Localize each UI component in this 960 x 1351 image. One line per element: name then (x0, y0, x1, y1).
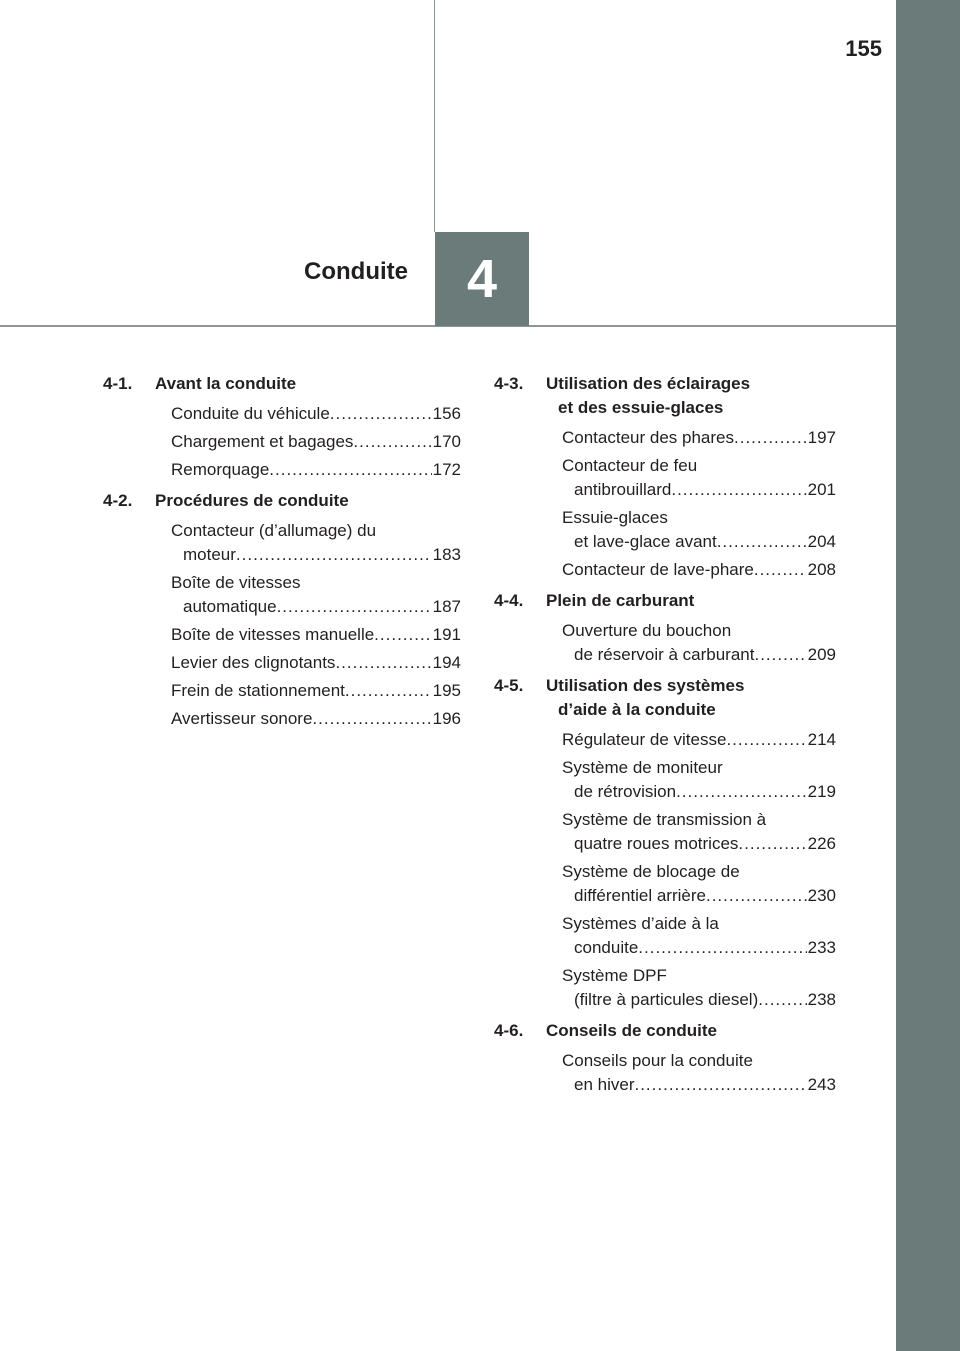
entry-line (562, 1073, 836, 1097)
entry-line (562, 426, 836, 450)
chapter-title: Conduite (304, 258, 408, 285)
toc-entry (494, 506, 836, 554)
entry-page-number: 201 (807, 480, 836, 499)
vertical-rule (434, 0, 435, 232)
section-title: Plein de carburant (546, 591, 695, 610)
entry-title: Frein de stationnement (171, 681, 345, 700)
entry-title-line: Contacteur de feu (562, 456, 698, 475)
toc-section-heading (494, 589, 836, 613)
entry-title: conduite (574, 938, 639, 957)
entry-page-number: 170 (432, 432, 461, 451)
entry-line (562, 530, 836, 554)
entry-page-number: 233 (807, 938, 836, 957)
dot-leader (758, 988, 806, 1012)
entry-title-line: Conseils pour la conduite (562, 1051, 753, 1070)
entry-line (171, 458, 461, 482)
entry-title: de réservoir à carburant (574, 645, 755, 664)
entry-line (171, 651, 461, 675)
entry-page-number: 195 (432, 681, 461, 700)
toc-section-heading (494, 674, 836, 722)
entry-line (562, 780, 836, 804)
entry-title-line: Système de moniteur (562, 758, 723, 777)
dot-leader (717, 530, 807, 554)
toc-entry (103, 571, 461, 619)
dot-leader (345, 679, 432, 703)
toc-column-left (103, 372, 461, 731)
entry-line (562, 988, 836, 1012)
toc-entry (103, 707, 461, 731)
entry-title: Avertisseur sonore (171, 709, 313, 728)
entry-line (171, 707, 461, 731)
entry-title: automatique (183, 597, 277, 616)
section-number: 4-6. (494, 1021, 524, 1040)
toc-entry (103, 519, 461, 567)
entry-title: et lave-glace avant (574, 532, 717, 551)
chapter-side-tab (896, 0, 960, 1351)
dot-leader (754, 558, 807, 582)
section-title: Utilisation des systèmes (546, 676, 745, 695)
section-title: Avant la conduite (155, 374, 297, 393)
section-title: et des essuie-glaces (558, 398, 724, 417)
dot-leader (738, 832, 806, 856)
section-title: Utilisation des éclairages (546, 374, 751, 393)
entry-page-number: 197 (807, 428, 836, 447)
entry-title: différentiel arrière (574, 886, 706, 905)
toc-entry (103, 402, 461, 426)
dot-leader (330, 402, 432, 426)
toc-section-heading (103, 489, 461, 513)
entry-page-number: 187 (432, 597, 461, 616)
toc-entry (494, 964, 836, 1012)
section-number: 4-1. (103, 374, 133, 393)
toc-entry (103, 458, 461, 482)
entry-page-number: 204 (807, 532, 836, 551)
entry-page-number: 230 (807, 886, 836, 905)
toc-entry (494, 558, 836, 582)
entry-title: antibrouillard (574, 480, 672, 499)
toc-entry (103, 623, 461, 647)
dot-leader (671, 478, 806, 502)
section-number: 4-5. (494, 676, 524, 695)
entry-title-line: Boîte de vitesses (171, 573, 301, 592)
entry-line (171, 543, 461, 567)
dot-leader (676, 780, 807, 804)
dot-leader (312, 707, 431, 731)
toc-entry (494, 728, 836, 752)
dot-leader (634, 1073, 806, 1097)
entry-line (171, 595, 461, 619)
entry-line (562, 936, 836, 960)
entry-title: moteur (183, 545, 236, 564)
entry-title: Chargement et bagages (171, 432, 354, 451)
entry-title: Remorquage (171, 460, 270, 479)
toc-entry (494, 426, 836, 450)
entry-title-line: Essuie-glaces (562, 508, 668, 527)
section-number: 4-3. (494, 374, 524, 393)
entry-title: Conduite du véhicule (171, 404, 330, 423)
entry-page-number: 208 (807, 560, 836, 579)
entry-page-number: 172 (432, 460, 461, 479)
entry-line (171, 623, 461, 647)
entry-page-number: 209 (807, 645, 836, 664)
toc-entry (494, 756, 836, 804)
entry-line (171, 679, 461, 703)
chapter-number: 4 (466, 249, 498, 309)
entry-title: Régulateur de vitesse (562, 730, 727, 749)
toc-entry (494, 808, 836, 856)
entry-title-line: Contacteur (d’allumage) du (171, 521, 377, 540)
entry-title: Contacteur de lave-phare (562, 560, 754, 579)
page-number: 155 (845, 36, 882, 61)
dot-leader (236, 543, 432, 567)
dot-leader (638, 936, 806, 960)
entry-page-number: 196 (432, 709, 461, 728)
toc-entry (494, 454, 836, 502)
toc-entry (494, 619, 836, 667)
entry-line (562, 832, 836, 856)
section-number: 4-4. (494, 591, 524, 610)
entry-line (562, 884, 836, 908)
toc-entry (494, 912, 836, 960)
chapter-number-box (435, 232, 529, 326)
entry-page-number: 219 (807, 782, 836, 801)
dot-leader (726, 728, 806, 752)
entry-title: Levier des clignotants (171, 653, 336, 672)
entry-title-line: Système DPF (562, 966, 667, 985)
entry-line (562, 558, 836, 582)
entry-page-number: 243 (807, 1075, 836, 1094)
entry-line (562, 643, 836, 667)
entry-line (171, 402, 461, 426)
entry-title: Boîte de vitesses manuelle (171, 625, 375, 644)
dot-leader (754, 643, 806, 667)
dot-leader (335, 651, 431, 675)
dot-leader (277, 595, 432, 619)
entry-title: en hiver (574, 1075, 635, 1094)
entry-page-number: 156 (432, 404, 461, 423)
dot-leader (734, 426, 807, 450)
entry-title: quatre roues motrices (574, 834, 739, 853)
toc-entry (103, 679, 461, 703)
entry-line (171, 430, 461, 454)
entry-title-line: Ouverture du bouchon (562, 621, 732, 640)
section-title: Procédures de conduite (155, 491, 349, 510)
toc-entry (494, 860, 836, 908)
entry-line (562, 728, 836, 752)
entry-title-line: Systèmes d’aide à la (562, 914, 719, 933)
entry-title: (filtre à particules diesel) (574, 990, 759, 1009)
toc-section-heading (103, 372, 461, 396)
toc-entry (103, 651, 461, 675)
dot-leader (353, 430, 431, 454)
entry-title-line: Système de blocage de (562, 862, 740, 881)
entry-page-number: 226 (807, 834, 836, 853)
toc-section-heading (494, 1019, 836, 1043)
entry-line (562, 478, 836, 502)
entry-page-number: 194 (432, 653, 461, 672)
dot-leader (706, 884, 807, 908)
section-title: Conseils de conduite (546, 1021, 717, 1040)
section-title: d’aide à la conduite (558, 700, 716, 719)
entry-title-line: Système de transmission à (562, 810, 767, 829)
entry-title: de rétrovision (574, 782, 677, 801)
entry-page-number: 183 (432, 545, 461, 564)
toc-entry (494, 1049, 836, 1097)
entry-title: Contacteur des phares (562, 428, 734, 447)
entry-page-number: 214 (807, 730, 836, 749)
toc-column-right (494, 372, 836, 1097)
entry-page-number: 191 (432, 625, 461, 644)
toc-entry (103, 430, 461, 454)
dot-leader (269, 458, 431, 482)
dot-leader (374, 623, 431, 647)
toc-section-heading (494, 372, 836, 420)
section-number: 4-2. (103, 491, 133, 510)
entry-page-number: 238 (807, 990, 836, 1009)
